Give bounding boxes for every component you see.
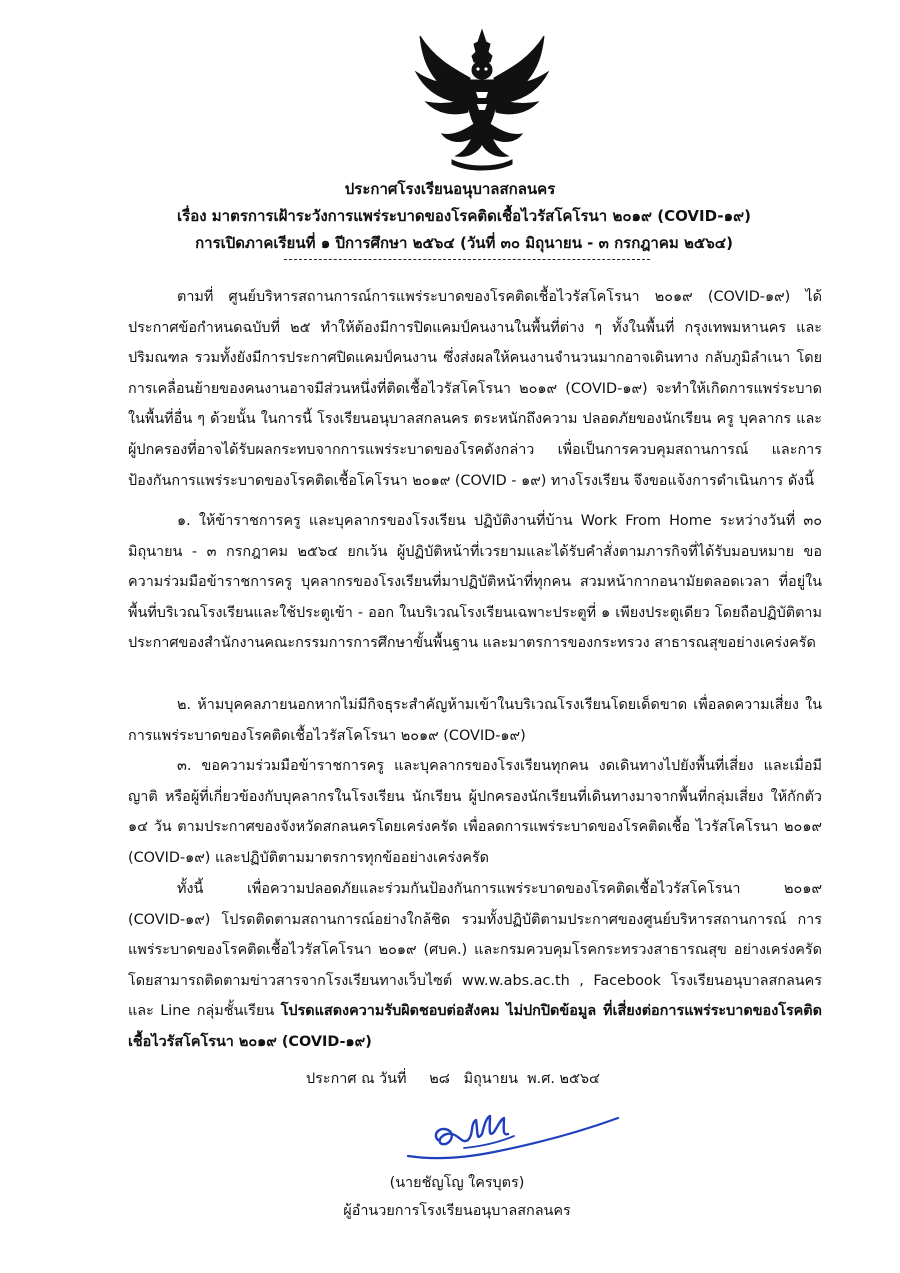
item-1-paragraph (128, 506, 822, 659)
header-divider (284, 259, 650, 260)
item-1-text: ๑. ให้ข้าราชการครู และบุคลากรของโรงเรียน ปฏิบัติงานที่บ้าน Work From Home ระหว่างวันที่ ๓๐ มิถุนายน - ๓ กรกฎาคม ๒๕๖๔ ยกเว้น ผู้ปฏิบัติหน้าที่เวรยามและได้รับคำสั่งตามภารกิจที่ได้รับมอบหมาย ขอความร่วมมือข้าราชการครู บุคลากรของโรงเรียนที่มาปฏิบัติหน้าที่ทุกคน สวมหน้ากากอนามัยตลอดเวลา ที่อยู่ในพื้นที่บริเวณโรงเรียนและใช้ประตูเข้า - ออก ในบริเวณโรงเรียนเฉพาะประตูที่ ๑ เพียงประตูเดียว โดยถือปฏิบัติตามประกาศของสำนักงานคณะกรรมการการศึกษาขั้นพื้นฐาน และมาตรการของกระทรวง สาธารณสุขอย่างเคร่งครัด (128, 513, 822, 652)
closing-emphasis-text: โปรดแสดงความรับผิดชอบต่อสังคม ไม่ปกปิดข้อมูล ที่เสี่ยงต่อการแพร่ระบาดของโรคติดเชื้อไวรัสโคโรนา ๒๐๑๙ (COVID-๑๙) (128, 1003, 822, 1050)
signer-position: ผู้อำนวยการโรงเรียนอนุบาลสกลนคร (343, 1203, 571, 1219)
item-2-paragraph (128, 690, 822, 751)
garuda-emblem-icon (412, 28, 552, 173)
announcement-title: ประกาศโรงเรียนอนุบาลสกลนคร (344, 180, 556, 198)
item-3-text: ๓. ขอความร่วมมือข้าราชการครู และบุคลากรของโรงเรียนทุกคน งดเดินทางไปยังพื้นที่เสี่ยง และเมื่อมีญาติ หรือผู้ที่เกี่ยวข้องกับบุคลากรในโรงเรียน นักเรียน ผู้ปกครองนักเรียนที่เดินทางมาจากพื้นที่กลุ่มเสี่ยง ให้กักตัว ๑๔ วัน ตามประกาศของจังหวัดสกลนครโดยเคร่งครัด เพื่อลดการแพร่ระบาดของโรคติดเชื้อ ไวรัสโคโรนา ๒๐๑๙ (COVID-๑๙) และปฏิบัติตามมาตรการทุกข้ออย่างเคร่งครัด (128, 758, 822, 866)
announcement-date: ประกาศ ณ วันที่ ๒๘ มิถุนายน พ.ศ. ๒๕๖๔ (306, 1071, 600, 1087)
signer-name: (นายชัญโญ ใครบุตร) (389, 1175, 525, 1191)
intro-paragraph (128, 282, 822, 496)
announcement-term: การเปิดภาคเรียนที่ ๑ ปีการศึกษา ๒๕๖๔ (วันที่ ๓๐ มิถุนายน - ๓ กรกฎาคม ๒๕๖๔) (195, 234, 733, 252)
announcement-subject: เรื่อง มาตรการเฝ้าระวังการแพร่ระบาดของโรคติดเชื้อไวรัสโคโรนา ๒๐๑๙ (COVID-๑๙) (177, 207, 751, 225)
handwritten-signature (404, 1104, 624, 1168)
intro-text: ตามที่ ศูนย์บริหารสถานการณ์การแพร่ระบาดของโรคติดเชื้อไวรัสโคโรนา ๒๐๑๙ (COVID-๑๙) ได้ประกาศข้อกำหนดฉบับที่ ๒๕ ทำให้ต้องมีการปิดแคมป์คนงานในพื้นที่ต่าง ๆ ทั้งในพื้นที่ กรุงเทพมหานคร และปริมณฑล รวมทั้งยังมีการประกาศปิดแคมป์คนงาน ซึ่งส่งผลให้คนงานจำนวนมากอาจเดินทาง กลับภูมิลำเนา โดยการเคลื่อนย้ายของคนงานอาจมีส่วนหนึ่งที่ติดเชื้อไวรัสโคโรนา ๒๐๑๙ (COVID-๑๙) จะทำให้เกิดการแพร่ระบาดในพื้นที่อื่น ๆ ด้วยนั้น ในการนี้ โรงเรียนอนุบาลสกลนคร ตระหนักถึงความ ปลอดภัยของนักเรียน ครู บุคลากร และผู้ปกครองที่อาจได้รับผลกระทบจากการแพร่ระบาดของโรคดังกล่าว เพื่อเป็นการควบคุมสถานการณ์ และการป้องกันการแพร่ระบาดของโรคติดเชื้อโคโรนา ๒๐๑๙ (COVID - ๑๙) ทางโรงเรียน จึงขอแจ้งการดำเนินการ ดังนี้ (128, 289, 822, 489)
closing-text: ทั้งนี้ เพื่อความปลอดภัยและร่วมกันป้องกันการแพร่ระบาดของโรคติดเชื้อไวรัสโคโรนา ๒๐๑๙ (COVID-๑๙) โปรดติดตามสถานการณ์อย่างใกล้ชิด รวมทั้งปฏิบัติตามประกาศของศูนย์บริหารสถานการณ์ การแพร่ระบาดของโรคติดเชื้อไวรัสโคโรนา ๒๐๑๙ (ศบค.) และกรมควบคุมโรคกระทรวงสาธารณสุข อย่างเคร่งครัดโดยสามารถติดตามข่าวสารจากโรงเรียนทางเว็บไซต์ ww.w.abs.ac.th , Facebook โรงเรียนอนุบาลสกลนคร และ Line กลุ่มชั้นเรียน (128, 881, 822, 1020)
item-2-text: ๒. ห้ามบุคคลภายนอกหากไม่มีกิจธุระสำคัญห้ามเข้าในบริเวณโรงเรียนโดยเด็ดขาด เพื่อลดความเสี่ยง ในการแพร่ระบาดของโรคติดเชื้อไวรัสโคโรนา ๒๐๑๙ (COVID-๑๙) (128, 697, 822, 744)
closing-paragraph (128, 874, 822, 1058)
item-3-paragraph (128, 751, 822, 873)
